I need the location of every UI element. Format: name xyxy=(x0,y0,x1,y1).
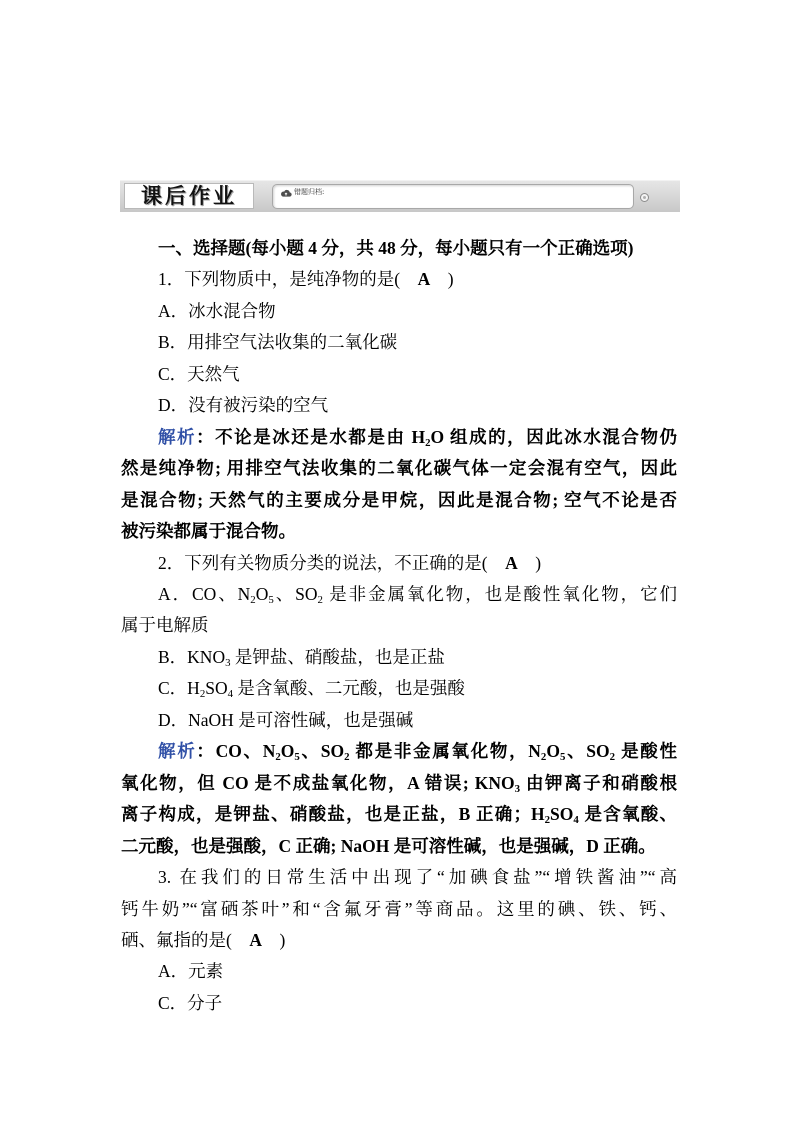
text-run: 是含氧酸、 xyxy=(578,804,677,825)
text-run: ：不论是冰还是水都是由 H xyxy=(196,426,426,447)
answer-letter: A xyxy=(249,929,262,950)
subscript: 2 xyxy=(344,751,350,764)
document-body xyxy=(121,233,677,1019)
text-run: ：CO、N xyxy=(196,741,276,762)
text-line xyxy=(121,422,677,453)
text-run: 然是纯净物; 用排空气法收集的二氧化碳气体一定会混有空气，因此 xyxy=(121,458,677,479)
question-1 xyxy=(121,264,677,547)
subscript: 2 xyxy=(250,594,256,607)
option xyxy=(121,359,677,390)
answer-letter: A xyxy=(505,552,518,573)
text-run: D．NaOH 是可溶性碱，也是强碱 xyxy=(158,709,414,730)
question-stem xyxy=(121,548,677,579)
explanation-label: 解析 xyxy=(158,741,197,762)
section-heading: 一、选择题(每小题 4 分，共 48 分，每小题只有一个正确选项) xyxy=(158,238,634,258)
text-run: 是非金属氧化物，也是酸性氧化物，它们 xyxy=(322,583,677,604)
text-line xyxy=(121,359,677,390)
text-run: 是混合物; 天然气的主要成分是甲烷，因此是混合物; 空气不论是否 xyxy=(121,489,677,510)
text-line xyxy=(121,453,677,484)
text-run: 、SO xyxy=(565,741,610,762)
subscript: 2 xyxy=(317,594,323,607)
explanation xyxy=(121,736,677,862)
text-run: O 组成的，因此冰水混合物仍 xyxy=(430,426,677,447)
answer-letter: A xyxy=(417,269,431,290)
option xyxy=(121,705,677,736)
option xyxy=(121,673,677,704)
text-run: 1．下列物质中，是纯净物的是( xyxy=(158,269,418,290)
subscript: 2 xyxy=(544,814,551,827)
archive-label: 错题归档: xyxy=(294,188,325,196)
text-run: ) xyxy=(517,552,542,573)
text-run: C．天然气 xyxy=(158,363,240,384)
text-run: A．冰水混合物 xyxy=(158,300,276,321)
text-line xyxy=(121,925,677,956)
header-title: 课后作业 xyxy=(124,183,254,209)
text-line xyxy=(121,862,677,893)
text-run: 由钾离子和硝酸根 xyxy=(520,772,677,793)
option xyxy=(121,642,677,673)
text-run: 都是非金属氧化物，N xyxy=(349,741,541,762)
text-line xyxy=(121,327,677,358)
text-line xyxy=(121,579,677,610)
text-run: SO xyxy=(205,678,228,699)
subscript: 2 xyxy=(199,688,206,701)
text-run: 钙牛奶”“富硒茶叶”和“含氟牙膏”等商品。这里的碘、铁、钙、 xyxy=(121,898,677,919)
text-run: 是钾盐、硝酸盐，也是正盐 xyxy=(230,646,445,667)
question-stem xyxy=(121,264,677,295)
question-2 xyxy=(121,548,677,863)
text-run: O xyxy=(255,583,269,604)
text-line xyxy=(121,610,677,641)
text-line xyxy=(121,516,677,547)
text-line xyxy=(121,799,677,830)
cloud-icon xyxy=(280,189,292,197)
subscript: 4 xyxy=(573,814,579,827)
text-line xyxy=(121,768,677,799)
text-line xyxy=(121,736,677,767)
subscript: 2 xyxy=(425,436,431,449)
text-line xyxy=(121,485,677,516)
text-run: 2．下列有关物质分类的说法，不正确的是( xyxy=(158,552,506,573)
subscript: 5 xyxy=(268,594,274,607)
text-run: B．KNO xyxy=(158,646,226,667)
explanation xyxy=(121,422,677,548)
subscript: 3 xyxy=(225,656,231,669)
option xyxy=(121,579,677,642)
subscript: 5 xyxy=(559,751,566,764)
explanation-label: 解析 xyxy=(158,426,197,447)
text-run: SO xyxy=(550,804,574,825)
option xyxy=(158,988,428,1019)
text-run: 氧化物，但 CO 是不成盐氧化物，A 错误; KNO xyxy=(121,772,515,793)
text-run: 是酸性 xyxy=(615,741,677,762)
subscript: 2 xyxy=(609,751,616,764)
option xyxy=(121,390,677,421)
text-run: 硒、氟指的是( xyxy=(121,929,250,950)
option xyxy=(121,327,677,358)
text-line xyxy=(121,296,677,327)
text-run: 是含氧酸、二元酸，也是强酸 xyxy=(233,678,465,699)
text-line xyxy=(121,831,677,862)
question-3 xyxy=(121,862,677,1019)
archive-field xyxy=(272,184,634,209)
question-stem xyxy=(121,862,677,956)
text-run: D．没有被污染的空气 xyxy=(158,395,329,416)
homework-header-bar xyxy=(120,180,680,212)
text-run: 被污染都属于混合物。 xyxy=(121,521,296,542)
subscript: 2 xyxy=(540,751,547,764)
text-run: A．元素 xyxy=(158,961,224,982)
text-run: 3. 在我们的日常生活中出现了“加碘食盐”“增铁酱油”“高 xyxy=(158,867,677,888)
text-run: B．用排空气法收集的二氧化碳 xyxy=(158,332,398,353)
text-run: 离子构成，是钾盐、硝酸盐，也是正盐，B 正确；H xyxy=(121,804,545,825)
text-run: O xyxy=(280,741,295,762)
option-row xyxy=(121,956,677,987)
text-run: ) xyxy=(430,269,454,290)
text-line xyxy=(121,264,677,295)
circle-icon xyxy=(640,193,649,202)
text-line xyxy=(121,548,677,579)
subscript: 4 xyxy=(227,688,234,701)
text-line xyxy=(121,390,677,421)
option-row xyxy=(121,988,677,1019)
text-run: 、SO xyxy=(299,741,345,762)
text-line xyxy=(121,673,677,704)
text-run: 、SO xyxy=(273,583,318,604)
text-run: A．CO、N xyxy=(158,583,251,604)
option xyxy=(158,956,428,987)
text-line xyxy=(121,894,677,925)
text-line xyxy=(121,642,677,673)
text-run: C．分子 xyxy=(158,992,223,1013)
text-run: ) xyxy=(261,929,286,950)
text-line xyxy=(121,705,677,736)
subscript: 3 xyxy=(514,782,520,795)
option xyxy=(121,296,677,327)
text-run: O xyxy=(546,741,560,762)
text-run: C．H xyxy=(158,678,200,699)
subscript: 5 xyxy=(294,751,300,764)
subscript: 2 xyxy=(275,751,281,764)
text-run: 二元酸，也是强酸，C 正确; NaOH 是可溶性碱，也是强碱，D 正确。 xyxy=(121,835,656,856)
text-run: 属于电解质 xyxy=(121,615,209,636)
